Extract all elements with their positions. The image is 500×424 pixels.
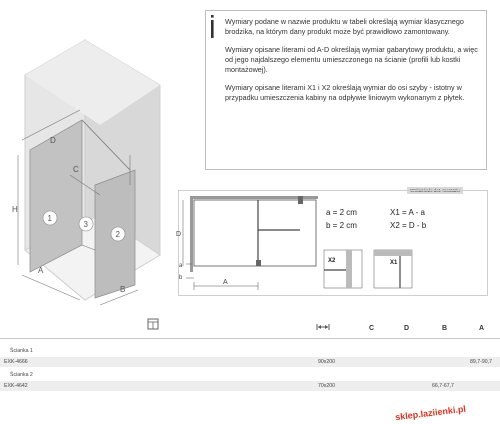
row-size: 70x200: [318, 383, 336, 389]
plan-label-b: b: [179, 275, 183, 281]
col-header-d: D: [404, 325, 410, 332]
iso-label-C: C: [73, 165, 79, 174]
plan-label-X1: X1: [390, 260, 398, 266]
row-code: EXK-4666: [4, 359, 28, 365]
plan-label-A: A: [223, 279, 228, 286]
col-header-a: A: [479, 325, 485, 332]
plan-label-X2: X2: [328, 258, 336, 264]
info-paragraph-3: Wymiary opisane literami X1 i X2 określają wymiar do osi szyby - istotny w przypadku umieszczenia kabiny na odpływie liniowym wykonanym z płytek.: [225, 83, 465, 102]
iso-label-D: D: [50, 136, 56, 145]
row-label: Ścianka 2: [10, 372, 33, 378]
row-label: Ścianka 1: [10, 348, 33, 354]
table-divider: [0, 338, 500, 339]
legend-b: b = 2 cm: [326, 221, 357, 230]
table-row: [0, 370, 500, 380]
table-header: [0, 312, 500, 336]
isometric-cabin-drawing: [0, 0, 180, 315]
iso-label-B: B: [120, 285, 126, 294]
row-b: 66,7-67,7: [432, 383, 454, 389]
iso-label-A: A: [38, 266, 44, 275]
watermark: sklep.laziienki.pl: [394, 403, 467, 423]
info-box: [205, 10, 487, 170]
iso-panel-2: 2: [115, 230, 120, 239]
row-code: EXK-4642: [4, 383, 28, 389]
col-header-b: B: [442, 325, 448, 332]
col-header-c: C: [369, 325, 375, 332]
table-row: [0, 357, 500, 367]
info-text: [225, 17, 481, 111]
row-a: 89,7-90,7: [470, 359, 492, 365]
plan-label-a: a: [179, 263, 183, 269]
table-row: [0, 381, 500, 391]
legend-a: a = 2 cm: [326, 208, 357, 217]
installation-tag: Wskazówki dot. montażu: [407, 187, 463, 194]
iso-label-H: H: [12, 205, 18, 214]
info-paragraph-2: Wymiary opisane literami od A-D określają wymiar gabarytowy produktu, a więc od jego najdalszego elementu umieszczonego na ścianie (profili lub kostki montażowej).: [225, 45, 478, 74]
iso-panel-3: 3: [83, 220, 88, 229]
width-arrows-icon: [316, 323, 330, 331]
table-row: [0, 346, 500, 356]
plan-label-D: D: [176, 231, 182, 238]
info-paragraph-1: Wymiary podane w nazwie produktu w tabeli określają wymiar klasycznego brodzika, na którym dany produkt może być prawidłowo zamontowany.: [225, 17, 464, 36]
cabin-icon: [147, 318, 159, 330]
plan-drawing: [178, 190, 488, 296]
legend-x2: X2 = D - b: [390, 221, 427, 230]
row-size: 90x200: [318, 359, 336, 365]
iso-panel-1: 1: [47, 214, 52, 223]
info-icon: [204, 13, 222, 43]
legend-x1: X1 = A - a: [390, 208, 425, 217]
